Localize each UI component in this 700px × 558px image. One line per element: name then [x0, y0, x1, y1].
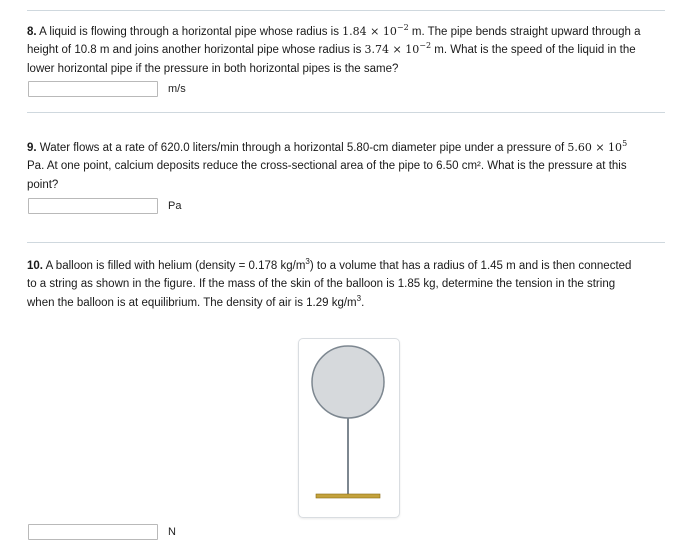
question-10-number: 10. — [27, 260, 43, 272]
question-9-line-1: 9. Water flows at a rate of 620.0 liters/min through a horizontal 5.80-cm diameter pipe under a pressure of $5.60 \times 10^5$ — [27, 139, 628, 154]
radius-1: $1.84 \times 10^{-2}$ — [342, 23, 409, 38]
question-8-line-3: lower horizontal pipe if the pressure in both horizontal pipes is the same? — [27, 62, 399, 75]
question-9 — [27, 139, 669, 194]
pressure-value: $5.60 \times 10^5$ — [567, 139, 628, 154]
unit-label-8: m/s — [168, 83, 186, 95]
ground-bar — [316, 494, 380, 498]
radius-2: $3.74 \times 10^{-2}$ — [364, 41, 432, 57]
balloon-circle — [312, 346, 384, 418]
question-10-line-3: when the balloon is at equilibrium. The density of air is 1.29 $kg/m^3$. — [27, 293, 365, 309]
answer-row-9 — [28, 197, 181, 215]
divider-8-9 — [27, 112, 665, 113]
question-8-number: 8. — [27, 26, 37, 38]
answer-input-10[interactable] — [28, 524, 158, 540]
balloon-diagram — [299, 339, 399, 517]
answer-input-8[interactable] — [28, 81, 158, 97]
question-8 — [27, 23, 669, 78]
balloon-figure — [298, 338, 400, 518]
divider-9-10 — [27, 242, 665, 243]
question-9-number: 9. — [27, 142, 37, 154]
question-8-line-1: 8. A liquid is flowing through a horizontal pipe whose radius is $1.84 \times 10^{-2}$ m. The pipe bends straight upward through a — [27, 23, 641, 38]
question-10-line-2: to a string as shown in the figure. If the mass of the skin of the balloon is 1.85 kg, determine the tension in the string — [27, 278, 616, 291]
answer-row-8 — [28, 80, 186, 98]
answer-input-9[interactable] — [28, 198, 158, 214]
question-10 — [27, 257, 669, 312]
unit-label-10: N — [168, 526, 176, 538]
answer-row-10 — [28, 523, 176, 541]
unit-label-9: Pa — [168, 200, 182, 212]
question-9-line-2: Pa. At one point, calcium deposits reduce the cross-sectional area of the pipe to 6.50 cm². What is the pressure at this — [27, 160, 627, 173]
question-8-line-2: height of 10.8 m and joins another horizontal pipe whose radius is $3.74 \times 10^{-2}$ m. What is the speed of the liquid in the — [27, 41, 636, 57]
divider-top — [27, 10, 665, 11]
question-9-line-3: point? — [27, 178, 59, 191]
question-10-line-1: 10. A balloon is filled with helium (density = 0.178 $kg/m^3$) to a volume that has a radius of 1.45 m and is then connected — [27, 257, 632, 272]
